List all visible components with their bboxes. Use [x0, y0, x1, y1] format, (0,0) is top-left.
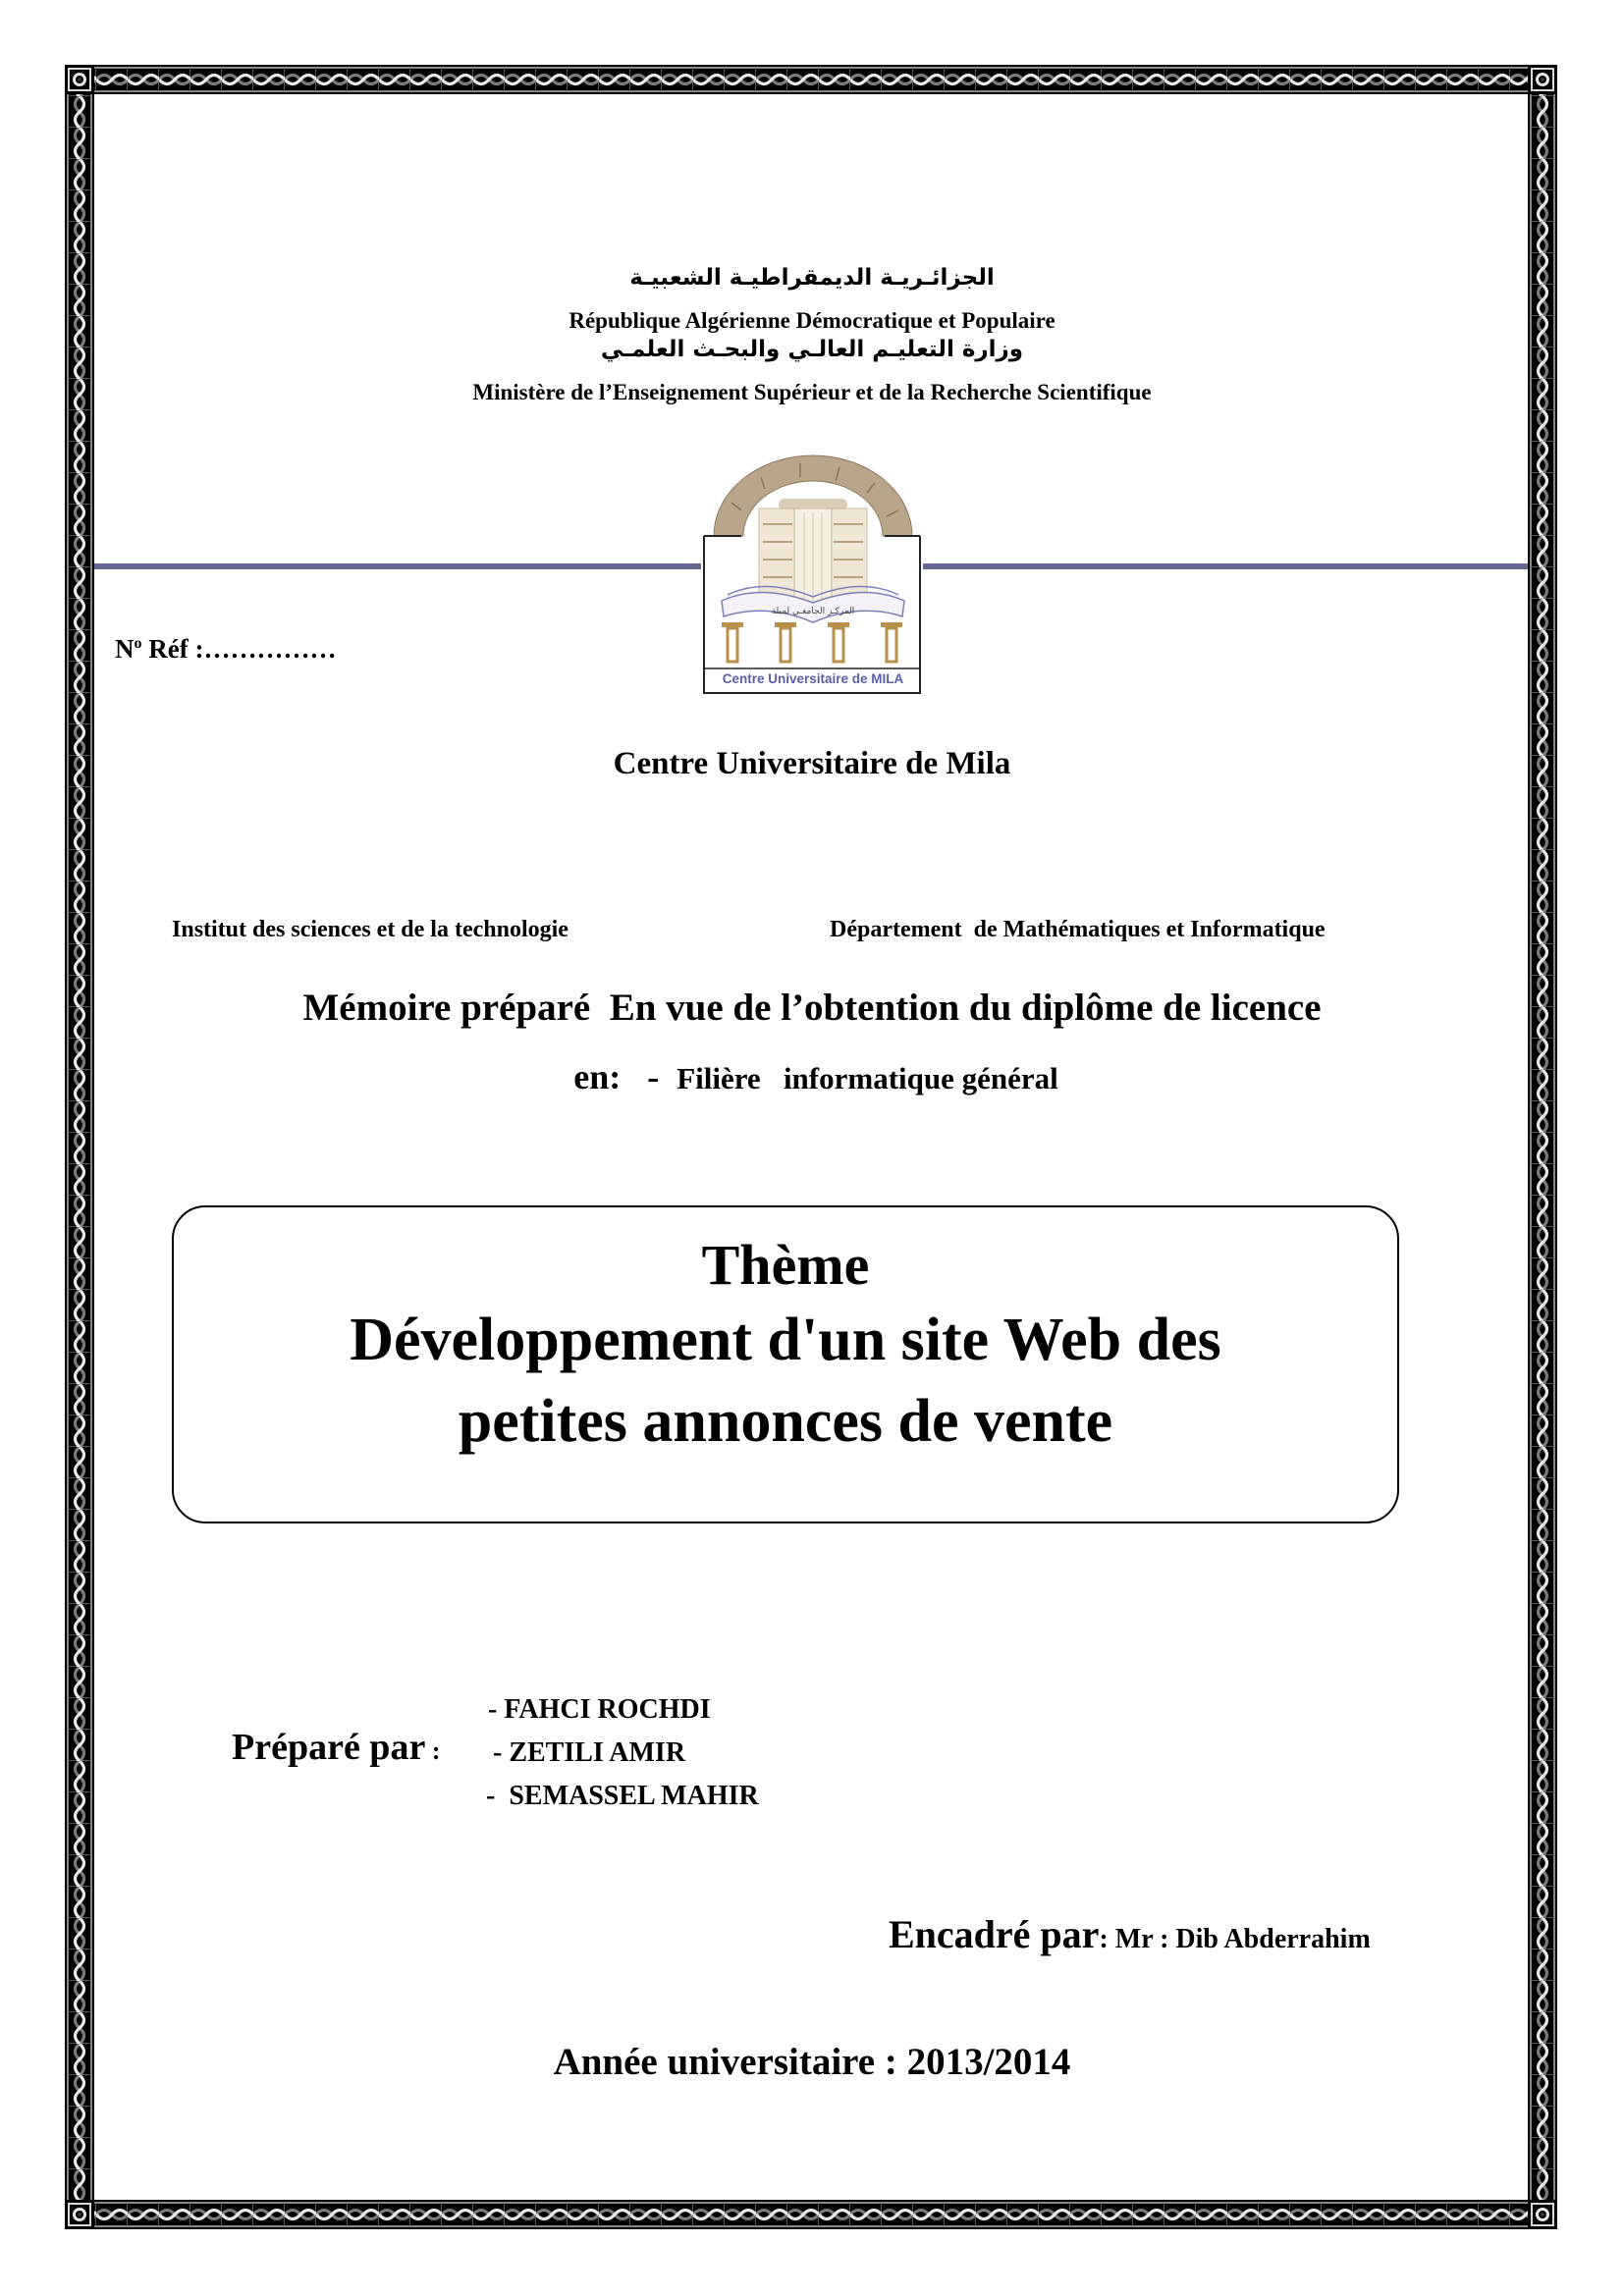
department-name: Département de Mathématiques et Informatique	[830, 917, 1326, 942]
author-name: - FAHCI ROCHDI	[488, 1694, 711, 1725]
ministry-arabic: وزارة التعليـم العالـي والبحـث العلمـي	[600, 337, 1024, 362]
reference-superscript: o	[134, 635, 142, 652]
ministry-french: Ministère de l’Enseignement Supérieur et de la Recherche Scientifique	[472, 380, 1152, 404]
border-corner-top-left	[65, 65, 94, 94]
institute-name: Institut des sciences et de la technologie	[172, 917, 568, 942]
prepared-by-separator: :	[425, 1736, 441, 1765]
academic-year: Année universitaire : 2013/2014	[553, 2041, 1071, 2083]
country-arabic: الجزائـريـة الديمقراطيـة الشعبيـة	[629, 265, 995, 291]
reference-value: Réf :……………	[141, 634, 337, 664]
theme-label: Thème	[701, 1233, 870, 1297]
supervised-by	[881, 1894, 1371, 1957]
theme-box	[172, 1205, 1399, 1523]
reference-number	[115, 634, 336, 665]
university-logo-icon	[702, 454, 924, 695]
chain-pattern-icon	[65, 65, 1557, 94]
university-logo	[702, 454, 924, 695]
border-corner-bottom-left	[65, 2200, 94, 2229]
degree-field-value: Filière informatique général	[677, 1061, 1058, 1095]
degree-field	[0, 1039, 1624, 1097]
theme-title-line-2: petites annonces de vente	[458, 1388, 1113, 1455]
author-name: - SEMASSEL MAHIR	[486, 1781, 759, 1811]
border-corner-top-right	[1528, 65, 1557, 94]
rule-left	[94, 563, 701, 569]
prepared-by	[213, 1682, 440, 1769]
logo-label: Centre Universitaire de MILA	[722, 671, 904, 686]
reference-label: N	[115, 634, 135, 664]
author-name: - ZETILI AMIR	[493, 1737, 686, 1768]
supervised-by-label: Encadré par	[889, 1912, 1100, 1956]
country-french: République Algérienne Démocratique et Populaire	[568, 308, 1056, 333]
supervisor-name: : Mr : Dib Abderrahim	[1099, 1924, 1371, 1954]
border-top	[65, 65, 1557, 94]
svg-text:المركـز الجامعـي لميلة: المركـز الجامعـي لميلة	[771, 607, 855, 616]
degree-line: Mémoire préparé En vue de l’obtention du diplôme de licence	[302, 987, 1322, 1029]
rule-right	[923, 563, 1528, 569]
prepared-by-label: Préparé par	[232, 1727, 426, 1768]
border-corner-bottom-right	[1528, 2200, 1557, 2229]
degree-field-prefix: en: -	[573, 1057, 677, 1096]
chain-pattern-icon	[65, 2200, 1557, 2229]
institution-name: Centre Universitaire de Mila	[613, 746, 1011, 781]
theme-title-line-1: Développement d'un site Web des	[350, 1307, 1221, 1373]
border-bottom	[65, 2200, 1557, 2229]
